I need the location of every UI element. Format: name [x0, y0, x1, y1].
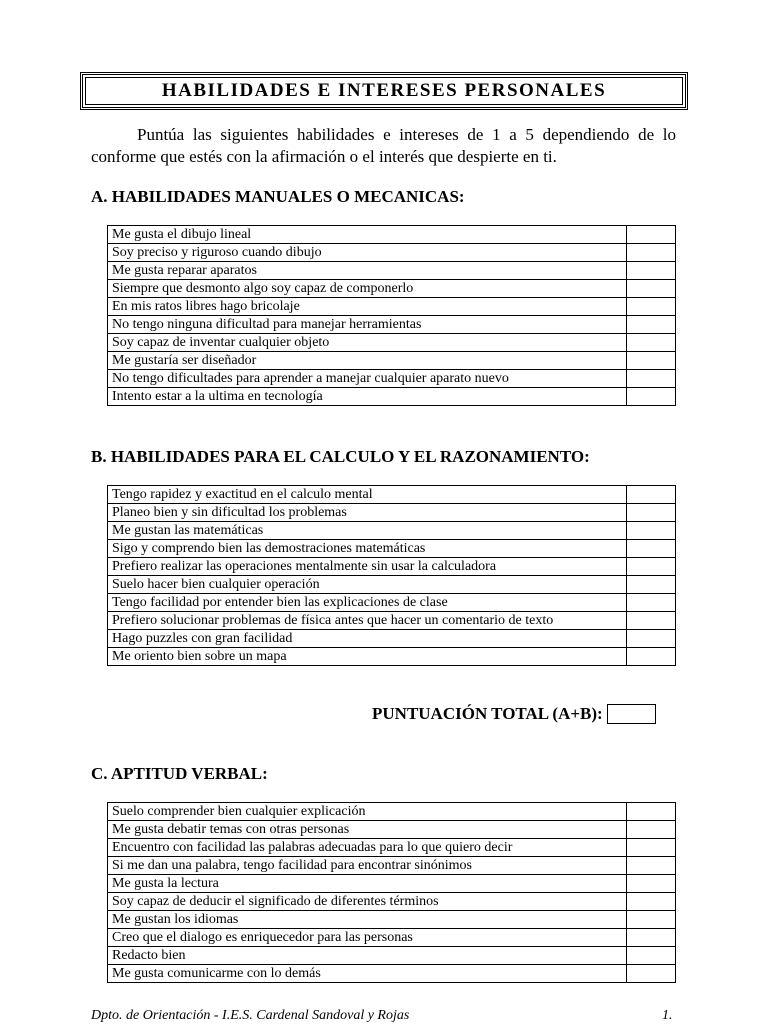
score-cell[interactable]: [627, 875, 676, 893]
total-score: [372, 704, 656, 724]
item-statement: Me gustan los idiomas: [108, 911, 627, 929]
section-b-table: [107, 485, 676, 666]
table-row: [108, 522, 676, 540]
total-score-box[interactable]: [607, 704, 656, 724]
table-row: [108, 839, 676, 857]
score-cell[interactable]: [627, 244, 676, 262]
page-title: HABILIDADES E INTERESES PERSONALES: [161, 80, 607, 101]
score-cell[interactable]: [627, 504, 676, 522]
item-statement: Encuentro con facilidad las palabras adecuadas para lo que quiero decir: [108, 839, 627, 857]
table-row: [108, 576, 676, 594]
score-cell[interactable]: [627, 370, 676, 388]
section-a-heading: A. HABILIDADES MANUALES O MECANICAS:: [91, 187, 465, 206]
score-cell[interactable]: [627, 612, 676, 630]
section-c-heading: C. APTITUD VERBAL:: [91, 764, 268, 783]
item-statement: Me gusta la lectura: [108, 875, 627, 893]
score-cell[interactable]: [627, 929, 676, 947]
footer-page-number: 1.: [662, 1008, 673, 1023]
table-row: [108, 893, 676, 911]
table-row: [108, 486, 676, 504]
score-cell[interactable]: [627, 486, 676, 504]
item-statement: Planeo bien y sin dificultad los problemas: [108, 504, 627, 522]
table-row: [108, 370, 676, 388]
score-cell[interactable]: [627, 226, 676, 244]
table-row: [108, 558, 676, 576]
item-statement: No tengo dificultades para aprender a manejar cualquier aparato nuevo: [108, 370, 627, 388]
table-row: [108, 262, 676, 280]
table-row: [108, 298, 676, 316]
score-cell[interactable]: [627, 857, 676, 875]
score-cell[interactable]: [627, 965, 676, 983]
score-cell[interactable]: [627, 839, 676, 857]
table-row: [108, 875, 676, 893]
score-cell[interactable]: [627, 947, 676, 965]
item-statement: Soy capaz de deducir el significado de diferentes términos: [108, 893, 627, 911]
score-cell[interactable]: [627, 648, 676, 666]
score-cell[interactable]: [627, 352, 676, 370]
intro-paragraph: Puntúa las siguientes habilidades e intereses de 1 a 5 dependiendo de lo conforme que estés con la afirmación o el interés que despierte en ti.: [91, 125, 676, 166]
score-cell[interactable]: [627, 821, 676, 839]
score-cell[interactable]: [627, 316, 676, 334]
table-row: [108, 280, 676, 298]
item-statement: Suelo comprender bien cualquier explicación: [108, 803, 627, 821]
score-cell[interactable]: [627, 298, 676, 316]
table-row: [108, 316, 676, 334]
item-statement: Soy preciso y riguroso cuando dibujo: [108, 244, 627, 262]
score-cell[interactable]: [627, 803, 676, 821]
item-statement: Me gusta debatir temas con otras personas: [108, 821, 627, 839]
score-cell[interactable]: [627, 334, 676, 352]
item-statement: Prefiero solucionar problemas de física antes que hacer un comentario de texto: [108, 612, 627, 630]
item-statement: Me gustan las matemáticas: [108, 522, 627, 540]
table-row: [108, 504, 676, 522]
table-row: [108, 352, 676, 370]
table-row: [108, 929, 676, 947]
table-row: [108, 965, 676, 983]
score-cell[interactable]: [627, 388, 676, 406]
title-box: [80, 72, 688, 110]
item-statement: No tengo ninguna dificultad para manejar herramientas: [108, 316, 627, 334]
item-statement: Hago puzzles con gran facilidad: [108, 630, 627, 648]
score-cell[interactable]: [627, 280, 676, 298]
score-cell[interactable]: [627, 540, 676, 558]
item-statement: Me gusta el dibujo lineal: [108, 226, 627, 244]
table-row: [108, 857, 676, 875]
item-statement: Me oriento bien sobre un mapa: [108, 648, 627, 666]
score-cell[interactable]: [627, 911, 676, 929]
item-statement: Redacto bien: [108, 947, 627, 965]
section-c-table: [107, 802, 676, 983]
item-statement: Tengo rapidez y exactitud en el calculo mental: [108, 486, 627, 504]
score-cell[interactable]: [627, 893, 676, 911]
item-statement: Soy capaz de inventar cualquier objeto: [108, 334, 627, 352]
score-cell[interactable]: [627, 630, 676, 648]
item-statement: Si me dan una palabra, tengo facilidad para encontrar sinónimos: [108, 857, 627, 875]
item-statement: En mis ratos libres hago bricolaje: [108, 298, 627, 316]
item-statement: Intento estar a la ultima en tecnología: [108, 388, 627, 406]
table-row: [108, 947, 676, 965]
item-statement: Siempre que desmonto algo soy capaz de componerlo: [108, 280, 627, 298]
item-statement: Me gusta comunicarme con lo demás: [108, 965, 627, 983]
score-cell[interactable]: [627, 576, 676, 594]
table-row: [108, 334, 676, 352]
table-row: [108, 388, 676, 406]
score-cell[interactable]: [627, 262, 676, 280]
table-row: [108, 226, 676, 244]
table-row: [108, 612, 676, 630]
table-row: [108, 648, 676, 666]
score-cell[interactable]: [627, 594, 676, 612]
section-b-heading: B. HABILIDADES PARA EL CALCULO Y EL RAZONAMIENTO:: [91, 447, 590, 466]
table-row: [108, 540, 676, 558]
item-statement: Creo que el dialogo es enriquecedor para las personas: [108, 929, 627, 947]
score-cell[interactable]: [627, 522, 676, 540]
score-cell[interactable]: [627, 558, 676, 576]
item-statement: Prefiero realizar las operaciones mentalmente sin usar la calculadora: [108, 558, 627, 576]
footer-department: Dpto. de Orientación - I.E.S. Cardenal Sandoval y Rojas: [91, 1008, 410, 1023]
item-statement: Sigo y comprendo bien las demostraciones matemáticas: [108, 540, 627, 558]
item-statement: Tengo facilidad por entender bien las explicaciones de clase: [108, 594, 627, 612]
table-row: [108, 594, 676, 612]
table-row: [108, 244, 676, 262]
section-a-table: [107, 225, 676, 406]
item-statement: Me gustaría ser diseñador: [108, 352, 627, 370]
item-statement: Me gusta reparar aparatos: [108, 262, 627, 280]
table-row: [108, 911, 676, 929]
total-label: PUNTUACIÓN TOTAL (A+B):: [372, 704, 603, 723]
table-row: [108, 821, 676, 839]
item-statement: Suelo hacer bien cualquier operación: [108, 576, 627, 594]
table-row: [108, 630, 676, 648]
table-row: [108, 803, 676, 821]
